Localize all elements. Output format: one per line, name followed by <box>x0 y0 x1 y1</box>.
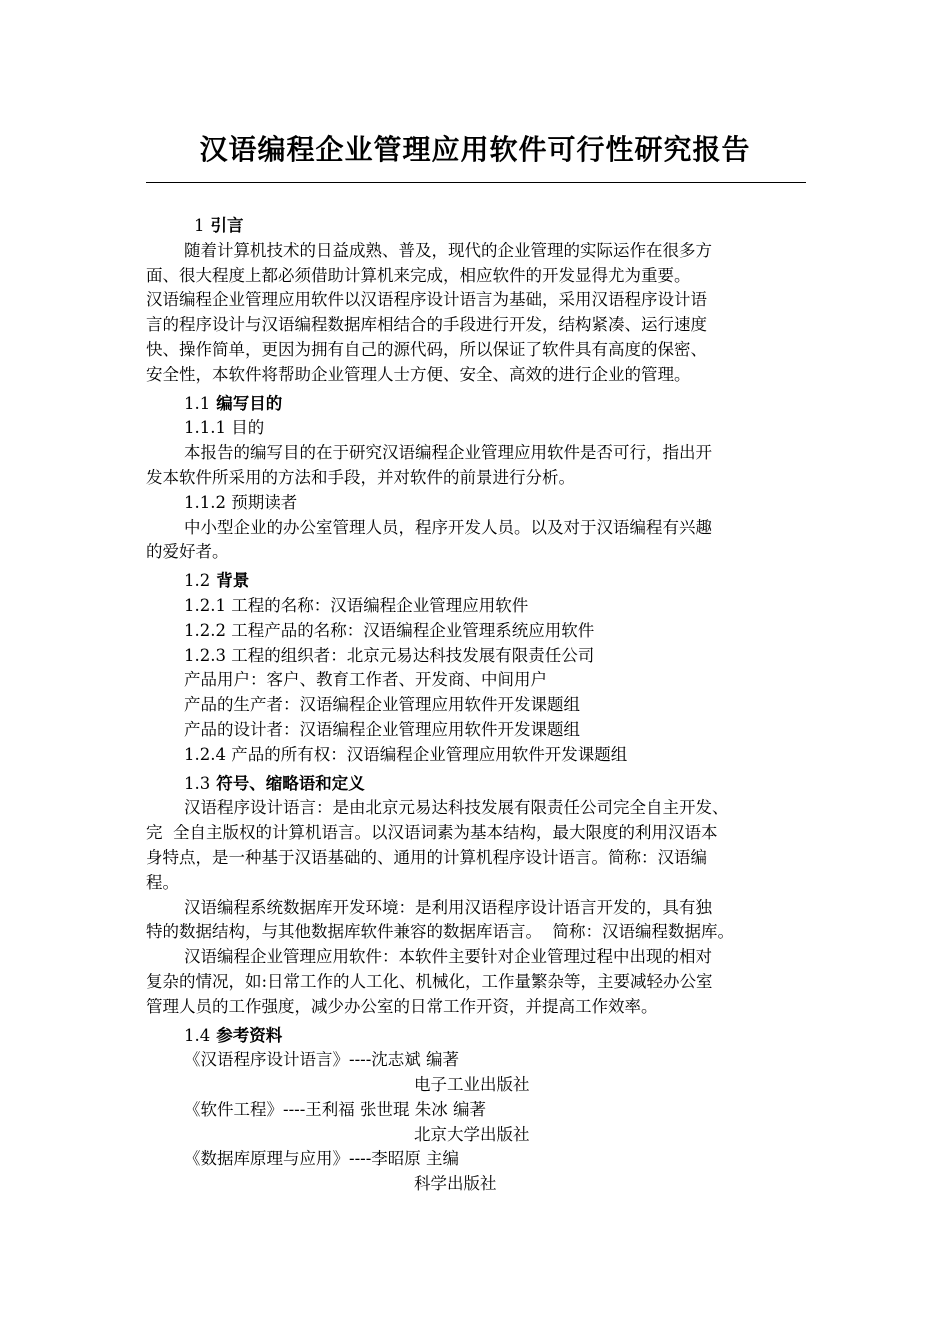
section-title: 参考资料 <box>216 1025 283 1045</box>
reference-book: 《汉语程序设计语言》----沈志斌 编著 <box>184 1050 460 1070</box>
reference-publisher: 北京大学出版社 <box>414 1124 530 1144</box>
paragraph-line: 面、很大程度上都必须借助计算机来完成，相应软件的开发显得尤为重要。 <box>146 265 691 285</box>
paragraph-line: 中小型企业的办公室管理人员，程序开发人员。以及对于汉语编程有兴趣 <box>184 517 712 537</box>
paragraph-line: 复杂的情况，如:日常工作的人工化、机械化，工作量繁杂等，主要减轻办公室 <box>146 971 713 991</box>
paragraph-line: 的爱好者。 <box>146 542 229 562</box>
section-title: 背景 <box>216 571 250 591</box>
section-1-heading <box>146 214 810 239</box>
document-title: 汉语编程企业管理应用软件可行性研究报告 <box>199 133 751 166</box>
background-item: 1.2.4 产品的所有权：汉语编程企业管理应用软件开发课题组 <box>184 744 628 764</box>
section-number: 1.2 <box>184 571 211 591</box>
section-1-1-heading <box>146 392 810 417</box>
reference-publisher: 科学出版社 <box>414 1174 497 1194</box>
section-number: 1.3 <box>184 773 211 793</box>
paragraph-line: 完 全自主版权的计算机语言。以汉语词素为基本结构，最大限度的利用汉语本 <box>146 823 718 843</box>
paragraph-line: 汉语程序设计语言：是由北京元易达科技发展有限责任公司完全自主开发、 <box>184 798 729 818</box>
paragraph-line: 身特点，是一种基于汉语基础的、通用的计算机程序设计语言。简称：汉语编 <box>146 847 707 867</box>
section-number: 1.1 <box>184 393 211 413</box>
paragraph-line: 程。 <box>146 872 179 892</box>
document-body <box>146 214 810 1197</box>
paragraph-line: 随着计算机技术的日益成熟、普及，现代的企业管理的实际运作在很多方 <box>184 240 712 260</box>
section-number: 1.4 <box>184 1025 211 1045</box>
section-1-3-heading <box>146 772 810 797</box>
section-title: 编写目的 <box>216 393 283 413</box>
paragraph-line: 发本软件所采用的方法和手段，并对软件的前景进行分析。 <box>146 467 575 487</box>
background-item: 产品的生产者：汉语编程企业管理应用软件开发课题组 <box>184 695 580 715</box>
subsection-1-1-1-heading: 1.1.1 目的 <box>184 418 265 438</box>
background-item: 产品用户：客户、教育工作者、开发商、中间用户 <box>184 670 547 690</box>
subsection-1-1-2-heading: 1.1.2 预期读者 <box>184 492 298 512</box>
background-item: 1.2.3 工程的组织者：北京元易达科技发展有限责任公司 <box>184 645 595 665</box>
section-1-2-heading <box>146 569 810 594</box>
reference-book: 《数据库原理与应用》----李昭原 主编 <box>184 1149 460 1169</box>
section-title: 符号、缩略语和定义 <box>216 773 365 793</box>
title-divider <box>146 182 806 183</box>
background-item: 1.2.2 工程产品的名称：汉语编程企业管理系统应用软件 <box>184 620 595 640</box>
reference-publisher: 电子工业出版社 <box>414 1075 530 1095</box>
reference-book: 《软件工程》----王利福 张世琨 朱冰 编著 <box>184 1099 487 1119</box>
paragraph-line: 特的数据结构，与其他数据库软件兼容的数据库语言。 简称：汉语编程数据库。 <box>146 922 734 942</box>
background-item: 产品的设计者：汉语编程企业管理应用软件开发课题组 <box>184 719 580 739</box>
section-number: 1 <box>194 216 205 235</box>
background-item: 1.2.1 工程的名称：汉语编程企业管理应用软件 <box>184 595 529 615</box>
paragraph-line: 安全性，本软件将帮助企业管理人士方便、安全、高效的进行企业的管理。 <box>146 364 691 384</box>
paragraph-line: 本报告的编写目的在于研究汉语编程企业管理应用软件是否可行，指出开 <box>184 443 712 463</box>
paragraph-line: 快、操作简单，更因为拥有自己的源代码，所以保证了软件具有高度的保密、 <box>146 339 707 359</box>
paragraph-line: 言的程序设计与汉语编程数据库相结合的手段进行开发，结构紧凑、运行速度 <box>146 315 707 335</box>
section-1-4-heading <box>146 1024 810 1049</box>
paragraph-line: 汉语编程企业管理应用软件：本软件主要针对企业管理过程中出现的相对 <box>184 947 712 967</box>
paragraph-line: 管理人员的工作强度，减少办公室的日常工作开资，并提高工作效率。 <box>146 996 658 1016</box>
section-title: 引言 <box>210 216 244 235</box>
paragraph-line: 汉语编程企业管理应用软件以汉语程序设计语言为基础，采用汉语程序设计语 <box>146 290 707 310</box>
paragraph-line: 汉语编程系统数据库开发环境：是利用汉语程序设计语言开发的，具有独 <box>184 897 712 917</box>
